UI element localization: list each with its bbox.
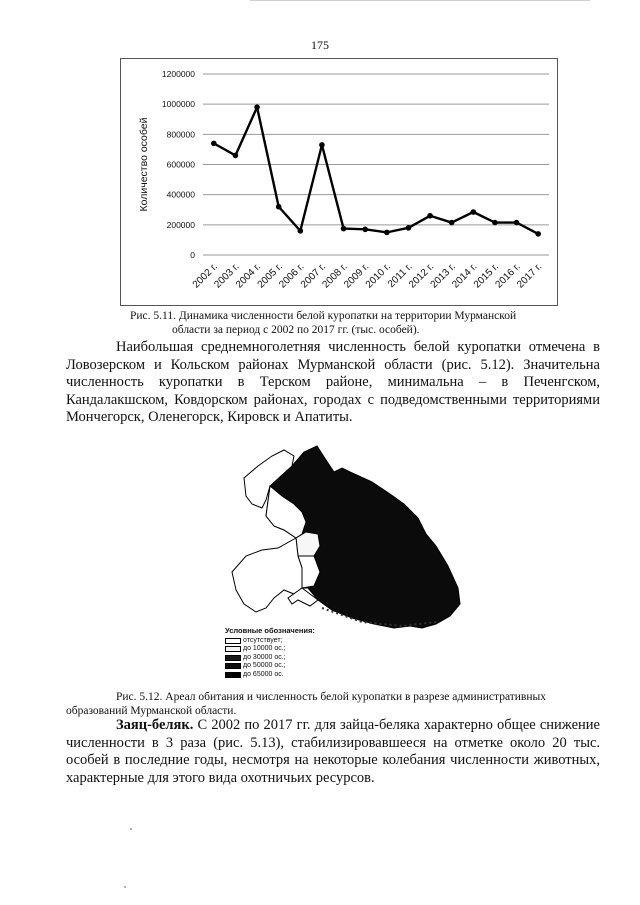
chart-data-point: [319, 142, 325, 148]
chart-series-line: [214, 107, 538, 234]
chart-x-tick-label: 2015 г.: [471, 261, 502, 291]
map-legend-item: [225, 662, 315, 671]
chart-x-tick-label: 2010 г.: [363, 261, 393, 291]
chart-data-point: [233, 153, 239, 159]
scan-speck: [124, 886, 126, 888]
map-legend-label: до 30000 ос.;: [243, 653, 286, 661]
map-legend-swatch: [225, 672, 241, 678]
chart-data-point: [362, 227, 368, 233]
chart-y-tick-label: 800000: [166, 129, 195, 140]
chart-x-tick-label: 2003 г.: [212, 261, 242, 291]
map-legend-label: до 50000 ос.;: [243, 662, 286, 669]
chart-x-tick-label: 2012 г.: [407, 261, 437, 291]
chart-y-tick-label: 400000: [166, 189, 195, 200]
page-top-rule: [250, 0, 590, 1]
paragraph-hare: [66, 717, 600, 787]
chart-data-point: [406, 225, 412, 231]
chart-data-point: [471, 209, 477, 215]
map-legend-label: отсутствует;: [243, 636, 283, 644]
paragraph-hare-lead: Заяц-беляк.: [116, 717, 194, 733]
chart-data-point: [276, 204, 282, 210]
map-legend-item: [225, 645, 315, 654]
chart-canvas: [121, 59, 559, 307]
chart-x-tick-label: 2011 г.: [385, 261, 415, 290]
chart-y-tick-label: 0: [190, 250, 195, 260]
paragraph-hare-text: С 2002 по 2017 гг. для зайца-беляка характерно общее снижение численности в 3 раза (рис. 5.13), стабилизировавшееся на отметке около 20 тыс. особей в последние годы, несмотря на некоторые колебания численности животных, характерные для этого вида охотничьих ресурсов.: [66, 717, 600, 786]
map-legend-swatch: [225, 646, 241, 652]
chart-data-point: [211, 141, 217, 147]
map-legend-item: [225, 637, 315, 646]
chart-x-tick-label: 2002 г.: [190, 261, 220, 291]
chart-data-point: [254, 104, 260, 110]
chart-x-tick-label: 2009 г.: [342, 261, 372, 291]
chart-data-point: [384, 230, 390, 236]
map-legend-swatch: [225, 655, 241, 661]
chart-x-tick-label: 2008 г.: [320, 261, 350, 291]
figure-5-11-caption-line2: области за период с 2002 по 2017 гг. (тыс. особей).: [172, 324, 420, 336]
chart-data-point: [535, 231, 541, 237]
population-chart: [120, 58, 558, 306]
scan-speck: [130, 828, 132, 830]
figure-5-12-caption: Рис. 5.12. Ареал обитания и численность белой куропатки в разрезе административных образований Мурманской области.: [66, 691, 546, 717]
chart-x-tick-label: 2013 г.: [428, 261, 458, 291]
chart-data-point: [341, 226, 347, 232]
figure-5-11-caption: [130, 309, 570, 337]
chart-y-tick-label: 200000: [166, 219, 195, 230]
map-region-central-b: [296, 532, 320, 556]
chart-data-point: [427, 213, 433, 219]
map-legend-title: Условные обозначения:: [225, 626, 315, 635]
map-legend-item: [225, 654, 315, 663]
map-legend: [225, 627, 315, 679]
map-legend-swatch: [225, 663, 241, 669]
chart-x-tick-label: 2006 г.: [277, 261, 307, 291]
chart-y-axis-title: Количество особей: [138, 117, 150, 212]
figure-5-11-caption-line1: Рис. 5.11. Динамика численности белой куропатки на территории Мурманской: [130, 310, 517, 322]
paragraph-ptarmigan-distribution: Наибольшая среднемноголетняя численность белой куропатки отмечена в Ловозерском и Кольском районах Мурманской области (рис. 5.12). Значительна численность куропатки в Терском районе, минимальна – в Печенгском, Кандалакшском, Ковдорском районах, городах с подведомственными территориями Мончегорск, Оленегорск, Кировск и Апатиты.: [66, 339, 600, 425]
chart-y-tick-label: 1200000: [161, 69, 195, 79]
chart-data-point: [449, 220, 455, 226]
chart-x-tick-label: 2005 г.: [255, 261, 285, 291]
chart-data-point: [514, 220, 520, 226]
chart-y-tick-label: 600000: [166, 159, 195, 170]
chart-x-tick-label: 2004 г.: [234, 261, 264, 291]
page-number: 175: [311, 38, 329, 52]
map-legend-label: до 65000 ос.: [243, 670, 284, 678]
chart-data-point: [492, 220, 498, 226]
chart-y-tick-label: 1000000: [161, 99, 195, 110]
chart-x-tick-label: 2016 г.: [493, 261, 523, 291]
map-legend-item: [225, 671, 315, 680]
map-legend-swatch: [225, 638, 241, 644]
chart-x-tick-label: 2007 г.: [298, 261, 329, 291]
map-legend-label: до 10000 ос.;: [243, 645, 286, 652]
chart-data-point: [298, 228, 304, 234]
chart-x-tick-label: 2014 г.: [450, 261, 480, 291]
chart-x-tick-label: 2017 г.: [515, 261, 545, 291]
